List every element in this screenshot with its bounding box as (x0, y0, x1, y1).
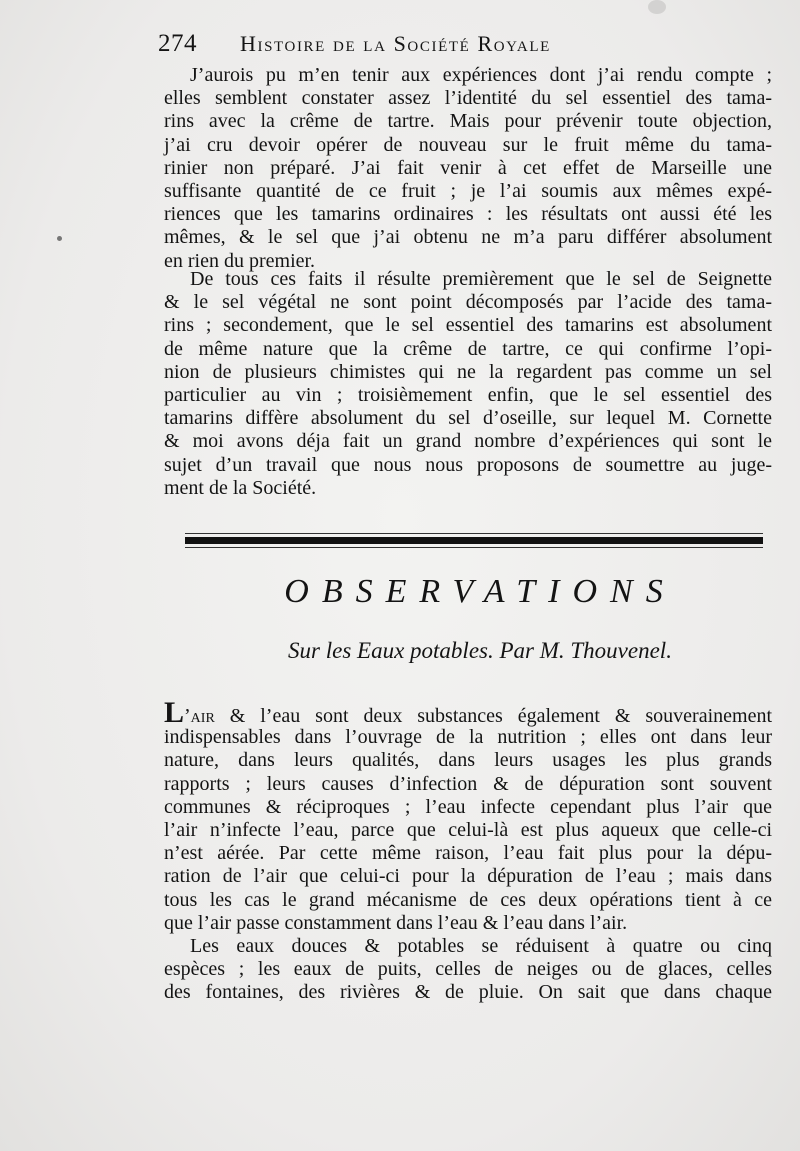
text-line: nion de plusieurs chimistes qui ne la regardent pas comme un sel (164, 360, 772, 383)
text-line: n’est aérée. Par cette même raison, l’eau fait plus pour la dépu- (164, 842, 772, 865)
text-line: riences que les tamarins ordinaires : les résultats ont aussi été les (164, 203, 772, 226)
text-line-first (164, 696, 772, 729)
section-title: OBSERVATIONS (284, 573, 676, 610)
text-line: ration de l’air que celui-ci pour la dépuration de l’eau ; mais dans (164, 865, 772, 888)
paragraph-continuation (164, 64, 772, 273)
text-line: en rien du premier. (164, 249, 316, 272)
text-line: particulier au vin ; troisièmement enfin, que le sel essentiel des (164, 383, 772, 406)
text-line: ment de la Société. (164, 476, 317, 499)
text-line: j’ai cru devoir opérer de nouveau sur le fruit même du tama- (164, 133, 772, 156)
ink-spot (57, 236, 62, 241)
text-line: sujet d’un travail que nous nous proposons de soumettre au juge- (164, 453, 772, 476)
text-line: des fontaines, des rivières & de pluie. On sait que dans chaque (164, 981, 772, 1004)
text-line: suffisante quantité de ce fruit ; je l’ai soumis aux mêmes expé- (164, 179, 772, 202)
text-line: communes & réciproques ; l’eau infecte cependant plus l’air que (164, 795, 772, 818)
text-line: tamarins diffère absolument du sel d’oseille, sur lequel M. Cornette (164, 407, 772, 430)
ink-spot (648, 0, 666, 14)
opening-paragraph (164, 696, 772, 935)
conclusion-paragraph (164, 268, 772, 500)
text-line: mêmes, & le sel que j’ai obtenu ne m’a paru différer absolument (164, 226, 772, 249)
page-number: 274 (158, 30, 197, 57)
text-line: de même nature que la crême de tartre, ce qui confirme l’opi- (164, 337, 772, 360)
page-header (158, 30, 718, 62)
text-fragment: & l’eau sont deux substances également & souverainement (214, 705, 772, 727)
divider-thick-line (185, 537, 763, 544)
divider-thin-line (185, 533, 763, 534)
text-line: rins ; secondement, que le sel essentiel des tamarins est absolument (164, 314, 772, 337)
small-caps-word: ’air (184, 705, 215, 727)
text-line: & le sel végétal ne sont point décomposés par l’acide des tama- (164, 291, 772, 314)
text-line: De tous ces faits il résulte premièrement que le sel de Seignette (190, 268, 772, 290)
section-divider (185, 533, 763, 548)
text-line: nature, dans leurs qualités, dans leurs usages les plus grands (164, 749, 772, 772)
text-line: & moi avons déja fait un grand nombre d’expériences qui sont le (164, 430, 772, 453)
text-line: rapports ; leurs causes d’infection & de dépuration sont souvent (164, 772, 772, 795)
text-line: indispensables dans l’ouvrage de la nutrition ; elles ont dans leur (164, 726, 772, 749)
text-line: J’aurois pu m’en tenir aux expériences dont j’ai rendu compte ; (190, 64, 772, 86)
text-line: l’air n’infecte l’eau, parce que celui-là est plus aqueux que celle-ci (164, 818, 772, 841)
text-line: elles semblent constater assez l’identité du sel essentiel des tama- (164, 87, 772, 110)
text-line: tous les cas le grand mécanisme de ces deux opérations tient à ce (164, 888, 772, 911)
text-line: que l’air passe constamment dans l’eau & l’eau dans l’air. (164, 911, 628, 934)
text-line: rins avec la crême de tartre. Mais pour prévenir toute objection, (164, 110, 772, 133)
text-line: rinier non préparé. J’ai fait venir à cet effet de Marseille une (164, 156, 772, 179)
drop-cap: L (164, 696, 185, 729)
text-line: Les eaux douces & potables se réduisent à quatre ou cinq (190, 935, 772, 957)
text-line: espèces ; les eaux de puits, celles de neiges ou de glaces, celles (164, 958, 772, 981)
section-subtitle: Sur les Eaux potables. Par M. Thouvenel. (288, 638, 672, 663)
running-head: Histoire de la Société Royale (240, 31, 551, 56)
second-paragraph (164, 935, 772, 1005)
divider-thin-line (185, 547, 763, 548)
